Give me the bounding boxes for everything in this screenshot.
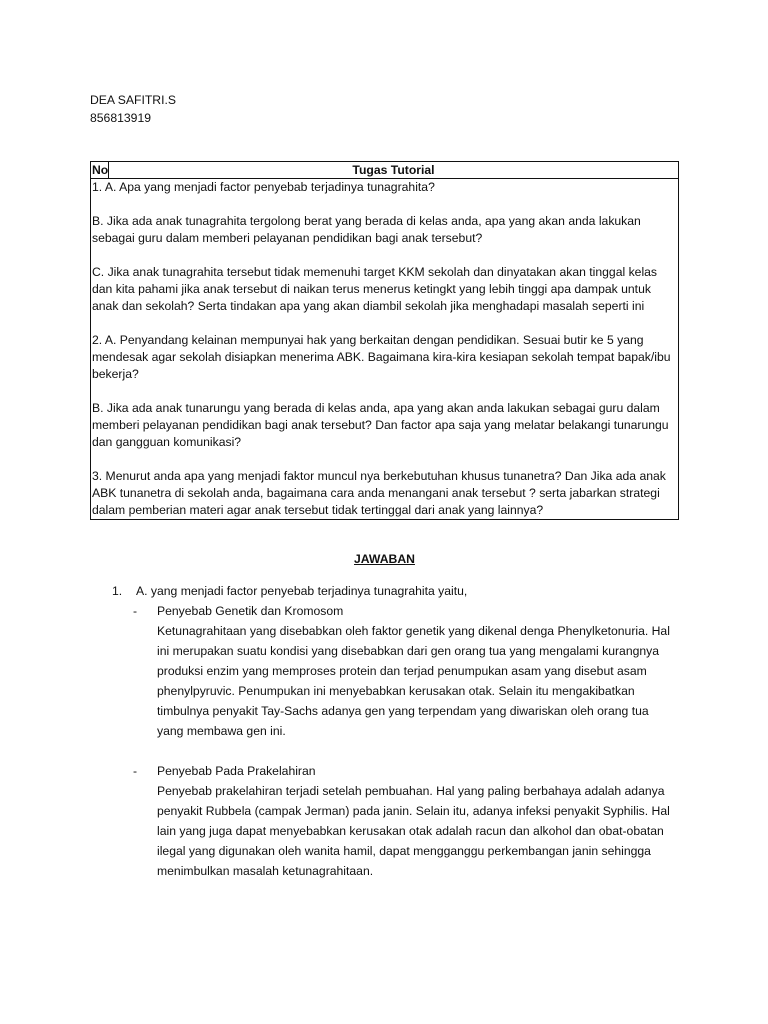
list-dash: - [133,764,138,778]
question-2b: B. Jika ada anak tunarungu yang berada di kelas anda, apa yang akan anda lakukan sebagai guru dalam memberi pelayanan pendidikan bagi anak tersebut? Dan factor apa saja yang melatar belakangi tunarungu dan gangguan komunikasi? [92,401,669,449]
question-3: 3. Menurut anda apa yang menjadi faktor muncul nya berkebutuhan khusus tunanetra? Dan Jika ada anak ABK tunanetra di sekolah anda, bagaimana cara anda menangani anak tersebut ? serta jabarkan strategi dalam pemberian materi agar anak tersebut tidak tertinggal dari anak yang lainnya? [92,469,666,517]
author-id: 856813919 [90,111,152,125]
question-2a: 2. A. Penyandang kelainan mempunyai hak yang berkaitan dengan pendidikan. Sesuai butir ke 5 yang mendesak agar sekolah disiapkan menerima ABK. Bagaimana kira-kira kesiapan sekolah tempat bapak/ibu bekerja? [92,333,671,381]
subitem-heading: Penyebab Genetik dan Kromosom [157,604,344,618]
question-1c: C. Jika anak tunagrahita tersebut tidak memenuhi target KKM sekolah dan dinyatakan akan tinggal kelas dan kita pahami jika anak tersebut di naikan terus menerus ketingkt yang lebih tinggi apa dampak untuk anak dan sekolah? Serta tindakan apa yang akan diambil sekolah jika menghadapi masalah seperti ini [92,265,658,313]
answer-subitem [133,601,682,741]
header-title: Tugas Tutorial [109,162,679,179]
answer-subitem [133,761,682,881]
subitem-body: Ketunagrahitaan yang disebabkan oleh faktor genetik yang dikenal denga Phenylketonuria. Hal ini merupakan suatu kondisi yang disebabkan dari gen orang tua yang mengalami kurangnya produksi enzim yang memproses protein dan terjad penumpukan asam yang disebut asam phenylpyruvic. Penumpukan ini menyebabkan kerusakan otak. Selain itu mengakibatkan timbulnya penyakit Tay-Sachs adanya gen yang terpendam yang diwariskan oleh orang tua yang membawa gen ini. [157,624,670,738]
questions-cell [91,179,679,520]
question-1a: 1. A. Apa yang menjadi factor penyebab terjadinya tunagrahita? [92,180,435,194]
question-1b: B. Jika ada anak tunagrahita tergolong berat yang berada di kelas anda, apa yang akan anda lakukan sebagai guru dalam memberi pelayanan pendidikan bagi anak tersebut? [92,214,641,245]
table-header-row [91,162,679,179]
jawaban-heading: JAWABAN [354,552,415,566]
subitem-heading: Penyebab Pada Prakelahiran [157,764,316,778]
answer-text: A. yang menjadi factor penyebab terjadinya tunagrahita yaitu, [136,584,468,598]
tutorial-table [90,161,679,520]
subitem-body: Penyebab prakelahiran terjadi setelah pembuahan. Hal yang paling berbahaya adalah adanya penyakit Rubbela (campak Jerman) pada janin. Selain itu, adanya infeksi penyakit Syphilis. Hal lain yang juga dapat menyebabkan kerusakan otak adalah racun dan alkohol dan obat-obatan ilegal yang digunakan oleh wanita hamil, dapat mengganggu perkembangan janin sehingga menimbulkan masalah ketunagrahitaan. [157,784,670,878]
author-block [90,92,176,128]
answer-item [112,581,682,601]
list-dash: - [133,604,138,618]
answer-number: 1. [112,584,123,598]
author-name: DEA SAFITRI.S [90,93,177,107]
header-no: No [92,163,109,177]
table-row [91,179,679,520]
answers-list [112,581,682,881]
